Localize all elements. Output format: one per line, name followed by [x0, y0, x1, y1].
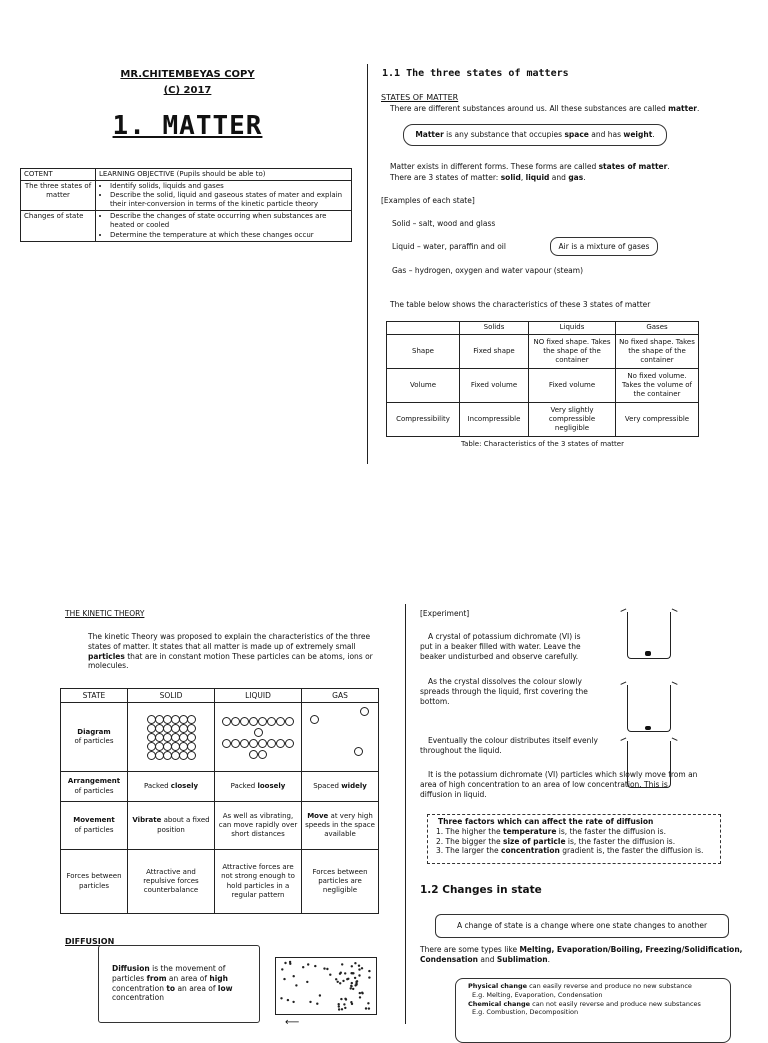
liquid-particle — [222, 717, 231, 726]
factor-3: 3. The larger the concentration gradient is, the faster the diffusion is. — [436, 846, 704, 856]
factor-1: 1. The higher the temperature is, the faster the diffusion is. — [436, 826, 666, 836]
diffusion-dot — [319, 994, 321, 996]
beaker-3 — [627, 741, 671, 788]
states-cell: Volume — [387, 369, 460, 403]
factor-2: 2. The bigger the size of particle is, the faster the diffusion is. — [436, 836, 676, 846]
states-cell: Fixed volume — [529, 369, 616, 403]
diffusion-dot — [351, 965, 353, 967]
kinetic-cell: Move at very high speeds in the space available — [302, 802, 379, 850]
diffusion-dot — [338, 1008, 340, 1010]
diffusion-dot — [281, 968, 283, 970]
diffusion-dot — [368, 970, 370, 972]
year-label: (C) 2017 — [163, 85, 212, 96]
diffusion-dot — [295, 984, 297, 986]
states-header-solids: Solids — [460, 322, 529, 335]
liquid-particle — [267, 717, 276, 726]
objective-item: • Determine the temperature at which these changes occur — [110, 231, 348, 240]
solid-particles-diagram — [128, 703, 215, 772]
diffusion-dot — [355, 983, 357, 985]
diffusion-dot — [283, 978, 285, 980]
examples-label: [Examples of each state] — [381, 196, 475, 205]
experiment-p1: A crystal of potassium dichromate (VI) is put in a beaker filled with water. Leave the beaker undisturbed and observe carefully. — [420, 632, 581, 661]
liquid-particle — [254, 728, 263, 737]
copy-label: MR.CHITEMBEYAS COPY — [120, 69, 255, 80]
liquid-particle — [267, 739, 276, 748]
chemical-example: E.g. Combustion, Decomposition — [472, 1008, 579, 1017]
diffusion-dot — [358, 974, 360, 976]
liquid-particle — [249, 750, 258, 759]
diffusion-dot — [368, 1007, 370, 1009]
gas-particles-diagram — [302, 703, 379, 772]
diffusion-dot — [350, 985, 352, 987]
liquid-particle — [249, 739, 258, 748]
left-arrow-icon: ⟵ — [285, 1017, 300, 1028]
objectives-header-content: COTENT — [21, 169, 96, 181]
states-cell: NO fixed shape. Takes the shape of the container — [529, 335, 616, 369]
experiment-p4: It is the potassium dichromate (VI) particles which slowly move from an area of high concentration to an area of low concentration. This is diffusion in liquid. — [420, 770, 698, 799]
states-cell: No fixed shape. Takes the shape of the container — [616, 335, 699, 369]
diffusion-dot — [341, 963, 343, 965]
column-divider-bottom — [405, 604, 406, 1024]
diffusion-dot — [352, 988, 354, 990]
diffusion-dot — [361, 992, 363, 994]
diffusion-dot — [343, 1003, 345, 1005]
diffusion-dot — [358, 965, 360, 967]
diffusion-dot — [337, 981, 339, 983]
solid-particle — [187, 733, 196, 742]
states-cell: Shape — [387, 335, 460, 369]
row-label-diagram: Diagram of particles — [61, 703, 128, 772]
example-solid: Solid – salt, wood and glass — [392, 219, 496, 228]
diffusion-dot — [287, 999, 289, 1001]
example-liquid: Liquid – water, paraffin and oil — [392, 242, 506, 251]
diffusion-dot — [354, 962, 356, 964]
kinetic-cell: Packed loosely — [215, 772, 302, 802]
kinetic-cell: Vibrate about a fixed position — [128, 802, 215, 850]
section-heading: 1.1 The three states of matters — [382, 68, 569, 79]
change-types-box — [455, 978, 731, 1043]
liquid-particle — [231, 717, 240, 726]
diffusion-dot — [339, 982, 341, 984]
liquid-particle — [222, 739, 231, 748]
objective-item: • Describe the solid, liquid and gaseous states of mater and explain their inter-conversion in terms of the kinetic particle theory — [110, 191, 348, 209]
diffusion-dot — [368, 976, 370, 978]
chemical-change: Chemical change can not easily reverse and produce new substances — [468, 999, 701, 1008]
beaker-2 — [627, 685, 671, 732]
row-label-movement: Movement of particles — [61, 802, 128, 850]
table-intro: The table below shows the characteristics of these 3 states of matter — [390, 300, 651, 309]
diffusion-dot — [367, 1002, 369, 1004]
liquid-particle — [276, 739, 285, 748]
diffusion-dot — [340, 972, 342, 974]
diffusion-dot — [344, 972, 346, 974]
experiment-p3: Eventually the colour distributes itself evenly throughout the liquid. — [420, 736, 598, 755]
diffusion-dot — [351, 982, 353, 984]
states-cell: Very compressible — [616, 403, 699, 437]
objective-item: • Describe the changes of state occurring when substances are heated or cooled — [110, 212, 348, 230]
kinetic-cell: Forces between particles are negligible — [302, 850, 379, 914]
diffusion-dot — [341, 1008, 343, 1010]
solid-particle — [187, 724, 196, 733]
kinetic-header-liquid: LIQUID — [215, 689, 302, 703]
intro-text: There are different substances around us. All these substances are called matter. — [390, 104, 700, 113]
diffusion-dot — [316, 1003, 318, 1005]
kinetic-header-state: STATE — [61, 689, 128, 703]
objectives-header-objective: LEARNING OBJECTIVE (Pupils should be able to) — [96, 169, 352, 181]
kinetic-cell: Spaced widely — [302, 772, 379, 802]
kinetic-cell: As well as vibrating, can move rapidly over short distances — [215, 802, 302, 850]
diffusion-dot — [346, 978, 348, 980]
experiment-p2: As the crystal dissolves the colour slowly spreads through the liquid, first covering the bottom. — [420, 677, 588, 706]
diffusion-dot — [309, 1001, 311, 1003]
kinetic-cell: Packed closely — [128, 772, 215, 802]
states-header-gases: Gases — [616, 322, 699, 335]
kinetic-cell: Attractive and repulsive forces counterbalance — [128, 850, 215, 914]
diffusion-dot — [340, 998, 342, 1000]
diffusion-dot — [302, 966, 304, 968]
states-cell: Compressibility — [387, 403, 460, 437]
liquid-particle — [240, 717, 249, 726]
liquid-particle — [258, 750, 267, 759]
three-states-text: There are 3 states of matter: solid, liquid and gas. — [390, 173, 586, 182]
diffusion-dot — [358, 968, 360, 970]
crystal — [645, 651, 651, 656]
diffusion-dot — [307, 963, 309, 965]
kinetic-table — [60, 688, 379, 914]
forms-text: Matter exists in different forms. These forms are called states of matter. — [390, 162, 670, 171]
diffusion-dot — [351, 1003, 353, 1005]
objectives-table — [20, 168, 352, 242]
kinetic-cell: Attractive forces are not strong enough to hold particles in a regular pattern — [215, 850, 302, 914]
diffusion-box-diagram — [275, 957, 377, 1015]
objectives-topic: The three states of matter — [21, 181, 96, 211]
types-text: There are some types like Melting, Evaporation/Boiling, Freezing/Solidification, Condensation and Sublimation. — [420, 945, 743, 964]
states-cell: No fixed volume. Takes the volume of the container — [616, 369, 699, 403]
diffusion-dot — [365, 1007, 367, 1009]
beaker-1 — [627, 612, 671, 659]
gas-particle — [360, 707, 369, 716]
physical-example: E.g. Melting, Evaporation, Condensation — [472, 990, 603, 999]
column-divider-top — [367, 64, 368, 464]
gas-particle — [354, 747, 363, 756]
liquid-particle — [285, 739, 294, 748]
diffusion-dot — [342, 980, 344, 982]
states-cell: Very slightly compressible negligible — [529, 403, 616, 437]
diffusion-dot — [289, 961, 291, 963]
diffusion-definition: Diffusion is the movement of particles from an area of high concentration to an area of low concentration — [112, 964, 233, 1003]
kinetic-header-gas: GAS — [302, 689, 379, 703]
states-table — [386, 321, 699, 437]
liquid-particle — [249, 717, 258, 726]
diffusion-dot — [292, 1001, 294, 1003]
matter-definition-box: Matter is any substance that occupies space and has weight. — [403, 124, 667, 146]
crystal — [645, 726, 651, 730]
solid-particle — [187, 751, 196, 760]
changes-heading: 1.2 Changes in state — [420, 884, 542, 896]
row-label-arrangement: Arrangement of particles — [61, 772, 128, 802]
change-definition-box: A change of state is a change where one state changes to another — [435, 914, 729, 938]
diffusion-dot — [335, 978, 337, 980]
example-gas: Gas – hydrogen, oxygen and water vapour (steam) — [392, 266, 584, 275]
diffusion-dot — [338, 1005, 340, 1007]
row-label-forces: Forces between particles — [61, 850, 128, 914]
objectives-items — [96, 211, 352, 241]
diffusion-dot — [344, 1007, 346, 1009]
diffusion-dot — [338, 1003, 340, 1005]
diffusion-dot — [306, 981, 308, 983]
diffusion-dot — [323, 967, 325, 969]
diffusion-dot — [361, 967, 363, 969]
liquid-particle — [258, 717, 267, 726]
solid-particle — [187, 715, 196, 724]
states-header-blank — [387, 322, 460, 335]
kinetic-heading: THE KINETIC THEORY — [65, 609, 145, 618]
liquid-particle — [231, 739, 240, 748]
liquid-particle — [258, 739, 267, 748]
physical-change: Physical change can easily reverse and produce no new substance — [468, 982, 692, 990]
states-cell: Incompressible — [460, 403, 529, 437]
diffusion-dot — [351, 972, 353, 974]
diffusion-dot — [293, 975, 295, 977]
diffusion-dot — [280, 997, 282, 999]
liquid-particle — [276, 717, 285, 726]
states-cell: Fixed shape — [460, 335, 529, 369]
diffusion-dot — [359, 992, 361, 994]
experiment-label: [Experiment] — [420, 609, 470, 618]
diffusion-dot — [314, 965, 316, 967]
factors-title: Three factors which can affect the rate of diffusion — [438, 817, 654, 826]
diffusion-dot — [284, 962, 286, 964]
states-subheading: STATES OF MATTER — [381, 93, 459, 102]
page-title: 1. MATTER — [112, 111, 263, 141]
liquid-particle — [285, 717, 294, 726]
objective-item: • Identify solids, liquids and gases — [110, 182, 348, 191]
table-caption: Table: Characteristics of the 3 states of matter — [461, 440, 624, 448]
solid-particle — [187, 742, 196, 751]
diffusion-dot — [359, 996, 361, 998]
air-callout: Air is a mixture of gases — [550, 237, 658, 256]
states-header-liquids: Liquids — [529, 322, 616, 335]
diffusion-dots — [276, 958, 376, 1014]
states-cell: Fixed volume — [460, 369, 529, 403]
kinetic-header-solid: SOLID — [128, 689, 215, 703]
factors-box — [427, 814, 721, 864]
diffusion-dot — [329, 974, 331, 976]
objectives-items — [96, 181, 352, 211]
diffusion-dot — [344, 998, 346, 1000]
objectives-topic: Changes of state — [21, 211, 96, 241]
liquid-particle — [240, 739, 249, 748]
diffusion-dot — [326, 968, 328, 970]
gas-particle — [310, 715, 319, 724]
liquid-particles-diagram — [215, 703, 302, 772]
kinetic-paragraph: The kinetic Theory was proposed to explain the characteristics of the three states of matter. It states that all matter is made up of extremely small particles that are in constant motion These particles can be atoms, ions or molecules. — [88, 632, 373, 671]
diffusion-dot — [354, 977, 356, 979]
diffusion-dot — [350, 987, 352, 989]
diffusion-heading: DIFFUSION — [65, 937, 115, 946]
